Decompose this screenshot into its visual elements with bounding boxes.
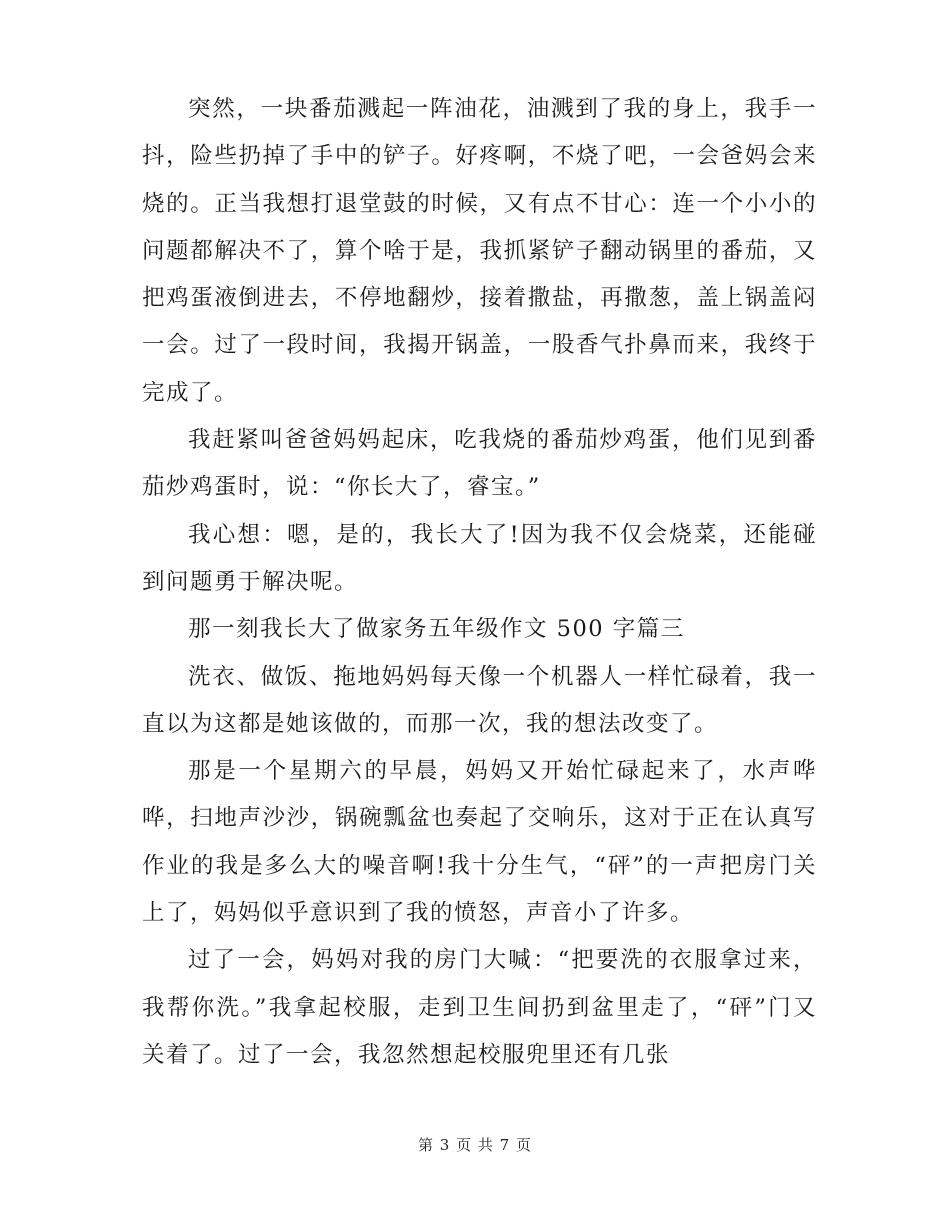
section-heading: 那一刻我长大了做家务五年级作文 500 字篇三	[188, 616, 685, 643]
page-number-footer: 第 3 页 共 7 页	[418, 1136, 532, 1154]
paragraph-3: 我心想：嗯，是的，我长大了!因为我不仅会烧菜，还能碰到问题勇于解决呢。	[142, 521, 817, 595]
paragraph-1: 突然，一块番茄溅起一阵油花，油溅到了我的身上，我手一抖，险些扔掉了手中的铲子。好疼啊，不烧了吧，一会爸妈会来烧的。正当我想打退堂鼓的时候，又有点不甘心：连一个小小的问题都解决不了，算个啥于是，我抓紧铲子翻动锅里的番茄，又把鸡蛋液倒进去，不停地翻炒，接着撒盐，再撒葱，盖上锅盖闷一会。过了一段时间，我揭开锅盖，一股香气扑鼻而来，我终于完成了。	[142, 96, 817, 406]
paragraph-5: 洗衣、做饭、拖地妈妈每天像一个机器人一样忙碌着，我一直以为这都是她该做的，而那一次，我的想法改变了。	[142, 663, 817, 737]
paragraph-2: 我赶紧叫爸爸妈妈起床，吃我烧的番茄炒鸡蛋，他们见到番茄炒鸡蛋时，说：“你长大了，睿宝。”	[142, 427, 817, 501]
paragraph-7: 过了一会，妈妈对我的房门大喊：“把要洗的衣服拿过来，我帮你洗。”我拿起校服，走到卫生间扔到盆里走了，“砰”门又关着了。过了一会，我忽然想起校服兜里还有几张	[142, 947, 817, 1068]
document-body	[142, 86, 817, 1079]
paragraph-6: 那是一个星期六的早晨，妈妈又开始忙碌起来了，水声哗哗，扫地声沙沙，锅碗瓢盆也奏起了交响乐，这对于正在认真写作业的我是多么大的噪音啊!我十分生气，“砰”的一声把房门关上了，妈妈似乎意识到了我的愤怒，声音小了许多。	[142, 758, 817, 927]
